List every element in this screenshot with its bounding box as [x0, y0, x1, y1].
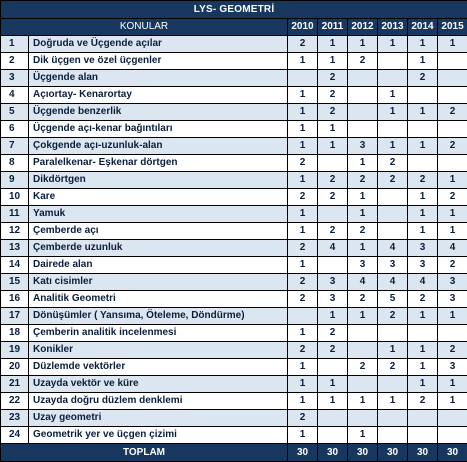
- question-count-cell: [438, 155, 467, 172]
- topic-cell: Üçgende açı-kenar bağıntıları: [29, 121, 288, 138]
- question-count-cell: 1: [348, 189, 378, 206]
- question-count-cell: [378, 206, 408, 223]
- question-count-cell: 1: [408, 206, 438, 223]
- row-number: 7: [1, 138, 29, 155]
- question-count-cell: [348, 342, 378, 359]
- total-label: TOPLAM: [1, 444, 288, 462]
- table-row: [1, 359, 467, 376]
- total-cell: 30: [288, 444, 318, 462]
- topic-cell: Katı cisimler: [29, 274, 288, 291]
- question-count-cell: 1: [288, 376, 318, 393]
- question-count-cell: 1: [318, 308, 348, 325]
- table-row: [1, 206, 467, 223]
- topic-cell: Çemberde uzunluk: [29, 240, 288, 257]
- row-number: 4: [1, 87, 29, 104]
- question-count-cell: 1: [348, 155, 378, 172]
- topic-column-header: KONULAR: [1, 19, 288, 36]
- question-count-cell: 2: [348, 223, 378, 240]
- question-count-cell: [438, 427, 467, 444]
- question-count-cell: [318, 410, 348, 427]
- question-count-cell: [378, 410, 408, 427]
- table-row: [1, 223, 467, 240]
- row-number: 1: [1, 36, 29, 53]
- row-number: 6: [1, 121, 29, 138]
- table-row: [1, 70, 467, 87]
- table-row: [1, 274, 467, 291]
- question-count-cell: 1: [378, 393, 408, 410]
- table-row: [1, 342, 467, 359]
- question-count-cell: 2: [438, 138, 467, 155]
- question-count-cell: [378, 376, 408, 393]
- row-number: 3: [1, 70, 29, 87]
- row-number: 2: [1, 53, 29, 70]
- question-count-cell: 5: [378, 291, 408, 308]
- question-count-cell: 1: [288, 223, 318, 240]
- question-count-cell: 1: [378, 138, 408, 155]
- year-column-header: 2014: [408, 19, 438, 36]
- question-count-cell: 3: [408, 240, 438, 257]
- question-count-cell: 1: [408, 359, 438, 376]
- question-count-cell: 2: [348, 53, 378, 70]
- question-count-cell: 1: [288, 121, 318, 138]
- question-count-cell: 1: [288, 87, 318, 104]
- topic-cell: Uzay geometri: [29, 410, 288, 427]
- table-row: [1, 36, 467, 53]
- table-row: [1, 121, 467, 138]
- question-count-cell: 2: [318, 189, 348, 206]
- question-count-cell: 2: [318, 325, 348, 342]
- question-count-cell: 2: [408, 291, 438, 308]
- topic-cell: Uzayda doğru düzlem denklemi: [29, 393, 288, 410]
- question-count-cell: 2: [288, 36, 318, 53]
- table-title-row: [1, 1, 467, 19]
- question-count-cell: 1: [288, 206, 318, 223]
- question-count-cell: 3: [438, 291, 467, 308]
- row-number: 22: [1, 393, 29, 410]
- row-number: 8: [1, 155, 29, 172]
- question-count-cell: 1: [408, 53, 438, 70]
- question-count-cell: 1: [438, 172, 467, 189]
- question-count-cell: 4: [378, 240, 408, 257]
- question-count-cell: 4: [378, 274, 408, 291]
- question-count-cell: 1: [378, 87, 408, 104]
- question-count-cell: 1: [438, 393, 467, 410]
- row-number: 21: [1, 376, 29, 393]
- total-cell: 30: [318, 444, 348, 462]
- row-number: 9: [1, 172, 29, 189]
- question-count-cell: 2: [288, 189, 318, 206]
- topic-cell: Geometrik yer ve üçgen çizimi: [29, 427, 288, 444]
- question-count-cell: 1: [438, 308, 467, 325]
- topic-cell: Uzayda vektör ve küre: [29, 376, 288, 393]
- question-count-cell: 2: [408, 172, 438, 189]
- question-count-cell: 2: [348, 172, 378, 189]
- topic-cell: Açıortay- Kenarortay: [29, 87, 288, 104]
- question-count-cell: [408, 121, 438, 138]
- question-count-cell: 3: [348, 138, 378, 155]
- question-count-cell: [348, 410, 378, 427]
- question-count-cell: 1: [288, 138, 318, 155]
- question-count-cell: 1: [288, 172, 318, 189]
- question-count-cell: 2: [408, 393, 438, 410]
- row-number: 10: [1, 189, 29, 206]
- table-row: [1, 172, 467, 189]
- question-count-cell: [348, 325, 378, 342]
- topic-cell: Çemberde açı: [29, 223, 288, 240]
- question-count-cell: 2: [348, 359, 378, 376]
- table-row: [1, 87, 467, 104]
- question-count-cell: 2: [378, 172, 408, 189]
- question-count-cell: 1: [408, 189, 438, 206]
- question-count-cell: 3: [438, 359, 467, 376]
- question-count-cell: 2: [438, 189, 467, 206]
- topic-cell: Doğruda ve Üçgende açılar: [29, 36, 288, 53]
- question-count-cell: 1: [438, 223, 467, 240]
- question-count-cell: 1: [288, 257, 318, 274]
- question-count-cell: [438, 325, 467, 342]
- table-row: [1, 53, 467, 70]
- table-row: [1, 308, 467, 325]
- question-count-cell: [438, 121, 467, 138]
- row-number: 17: [1, 308, 29, 325]
- row-number: 12: [1, 223, 29, 240]
- table-title: LYS- GEOMETRİ: [1, 1, 467, 19]
- question-count-cell: [288, 70, 318, 87]
- table-header-row: [1, 19, 467, 36]
- topic-cell: Üçgende benzerlik: [29, 104, 288, 121]
- table-row: [1, 427, 467, 444]
- question-count-cell: 2: [318, 342, 348, 359]
- question-count-cell: 1: [378, 342, 408, 359]
- question-count-cell: 1: [438, 36, 467, 53]
- question-count-cell: 1: [288, 427, 318, 444]
- topic-cell: Paralelkenar- Eşkenar dörtgen: [29, 155, 288, 172]
- table-body: [1, 36, 467, 444]
- question-count-cell: [378, 53, 408, 70]
- question-count-cell: 2: [408, 70, 438, 87]
- question-count-cell: [438, 87, 467, 104]
- question-count-cell: 3: [318, 274, 348, 291]
- table-row: [1, 189, 467, 206]
- question-count-cell: 2: [288, 410, 318, 427]
- question-count-cell: [378, 427, 408, 444]
- row-number: 19: [1, 342, 29, 359]
- year-column-header: 2015: [438, 19, 467, 36]
- question-count-cell: 2: [288, 155, 318, 172]
- table-row: [1, 104, 467, 121]
- table-row: [1, 240, 467, 257]
- question-count-cell: 2: [318, 223, 348, 240]
- table-footer-row: [1, 444, 467, 462]
- question-count-cell: 1: [288, 53, 318, 70]
- question-count-cell: [348, 104, 378, 121]
- row-number: 5: [1, 104, 29, 121]
- question-count-cell: [318, 427, 348, 444]
- row-number: 24: [1, 427, 29, 444]
- question-count-cell: 1: [408, 36, 438, 53]
- question-count-cell: 2: [318, 104, 348, 121]
- question-count-cell: 4: [348, 274, 378, 291]
- table-row: [1, 257, 467, 274]
- year-column-header: 2010: [288, 19, 318, 36]
- question-count-cell: 2: [438, 104, 467, 121]
- year-column-header: 2011: [318, 19, 348, 36]
- total-cell: 30: [348, 444, 378, 462]
- row-number: 11: [1, 206, 29, 223]
- question-count-cell: 1: [348, 206, 378, 223]
- total-cell: 30: [378, 444, 408, 462]
- question-count-cell: [438, 410, 467, 427]
- topic-cell: Kare: [29, 189, 288, 206]
- question-count-cell: [318, 206, 348, 223]
- question-count-cell: 1: [378, 104, 408, 121]
- question-count-cell: 2: [378, 155, 408, 172]
- question-count-cell: 1: [318, 376, 348, 393]
- question-count-cell: 1: [318, 53, 348, 70]
- question-count-cell: 1: [348, 308, 378, 325]
- question-count-cell: [408, 427, 438, 444]
- question-count-cell: [378, 70, 408, 87]
- question-count-cell: 1: [318, 138, 348, 155]
- question-count-cell: [408, 87, 438, 104]
- question-count-cell: 3: [408, 257, 438, 274]
- topic-cell: Konikler: [29, 342, 288, 359]
- table-row: [1, 410, 467, 427]
- table-row: [1, 291, 467, 308]
- topic-cell: Analitik Geometri: [29, 291, 288, 308]
- question-count-cell: 1: [348, 36, 378, 53]
- row-number: 23: [1, 410, 29, 427]
- question-count-cell: 2: [438, 257, 467, 274]
- row-number: 20: [1, 359, 29, 376]
- year-column-header: 2012: [348, 19, 378, 36]
- question-count-cell: 1: [288, 325, 318, 342]
- question-count-cell: 1: [408, 342, 438, 359]
- question-count-cell: 4: [318, 240, 348, 257]
- question-count-cell: 1: [288, 359, 318, 376]
- question-count-cell: 3: [348, 257, 378, 274]
- question-count-cell: 1: [408, 104, 438, 121]
- question-count-cell: [288, 308, 318, 325]
- question-count-cell: 1: [408, 138, 438, 155]
- question-count-cell: 4: [438, 240, 467, 257]
- topic-cell: Düzlemde vektörler: [29, 359, 288, 376]
- question-count-cell: [378, 189, 408, 206]
- question-count-cell: [408, 325, 438, 342]
- question-count-cell: 2: [288, 342, 318, 359]
- topic-cell: Dik üçgen ve özel üçgenler: [29, 53, 288, 70]
- question-count-cell: 2: [288, 274, 318, 291]
- total-cell: 30: [408, 444, 438, 462]
- table-row: [1, 393, 467, 410]
- question-count-cell: 4: [408, 274, 438, 291]
- topic-cell: Çokgende açı-uzunluk-alan: [29, 138, 288, 155]
- row-number: 18: [1, 325, 29, 342]
- question-count-cell: [438, 53, 467, 70]
- question-count-cell: 3: [438, 274, 467, 291]
- question-count-cell: 1: [288, 393, 318, 410]
- question-count-cell: 1: [378, 36, 408, 53]
- question-count-cell: [348, 87, 378, 104]
- year-column-header: 2013: [378, 19, 408, 36]
- row-number: 13: [1, 240, 29, 257]
- question-count-cell: 2: [378, 359, 408, 376]
- topic-cell: Çemberin analitik incelenmesi: [29, 325, 288, 342]
- question-count-cell: 1: [288, 104, 318, 121]
- table-row: [1, 376, 467, 393]
- question-count-cell: [378, 223, 408, 240]
- question-count-cell: 2: [318, 87, 348, 104]
- row-number: 14: [1, 257, 29, 274]
- question-count-cell: 2: [348, 291, 378, 308]
- topic-cell: Dikdörtgen: [29, 172, 288, 189]
- table-row: [1, 138, 467, 155]
- question-count-cell: 1: [318, 393, 348, 410]
- question-count-cell: 2: [288, 240, 318, 257]
- table-row: [1, 325, 467, 342]
- topic-cell: Dönüşümler ( Yansıma, Öteleme, Döndürme): [29, 308, 288, 325]
- question-count-cell: 1: [408, 376, 438, 393]
- question-count-cell: 1: [348, 240, 378, 257]
- question-count-cell: [318, 359, 348, 376]
- question-count-cell: 3: [318, 291, 348, 308]
- row-number: 15: [1, 274, 29, 291]
- question-count-cell: [318, 155, 348, 172]
- question-count-cell: [378, 121, 408, 138]
- row-number: 16: [1, 291, 29, 308]
- question-count-cell: [438, 70, 467, 87]
- question-count-cell: [348, 121, 378, 138]
- question-count-cell: 1: [318, 36, 348, 53]
- question-count-cell: 2: [318, 70, 348, 87]
- question-count-cell: [348, 70, 378, 87]
- question-count-cell: 1: [438, 206, 467, 223]
- topic-cell: Dairede alan: [29, 257, 288, 274]
- question-count-cell: 3: [378, 257, 408, 274]
- question-count-cell: 2: [288, 291, 318, 308]
- question-count-cell: [318, 257, 348, 274]
- question-count-cell: [378, 325, 408, 342]
- question-count-cell: 1: [348, 393, 378, 410]
- question-count-cell: 1: [408, 308, 438, 325]
- topic-cell: Üçgende alan: [29, 70, 288, 87]
- question-count-cell: [348, 376, 378, 393]
- question-count-cell: 1: [438, 376, 467, 393]
- question-count-cell: 1: [348, 427, 378, 444]
- topic-cell: Yamuk: [29, 206, 288, 223]
- total-cell: 30: [438, 444, 467, 462]
- question-count-cell: 2: [318, 172, 348, 189]
- question-count-cell: 2: [378, 308, 408, 325]
- question-count-cell: [408, 155, 438, 172]
- question-count-cell: 1: [408, 223, 438, 240]
- table-row: [1, 155, 467, 172]
- question-count-cell: 2: [438, 342, 467, 359]
- question-count-cell: 1: [318, 121, 348, 138]
- question-count-cell: [408, 410, 438, 427]
